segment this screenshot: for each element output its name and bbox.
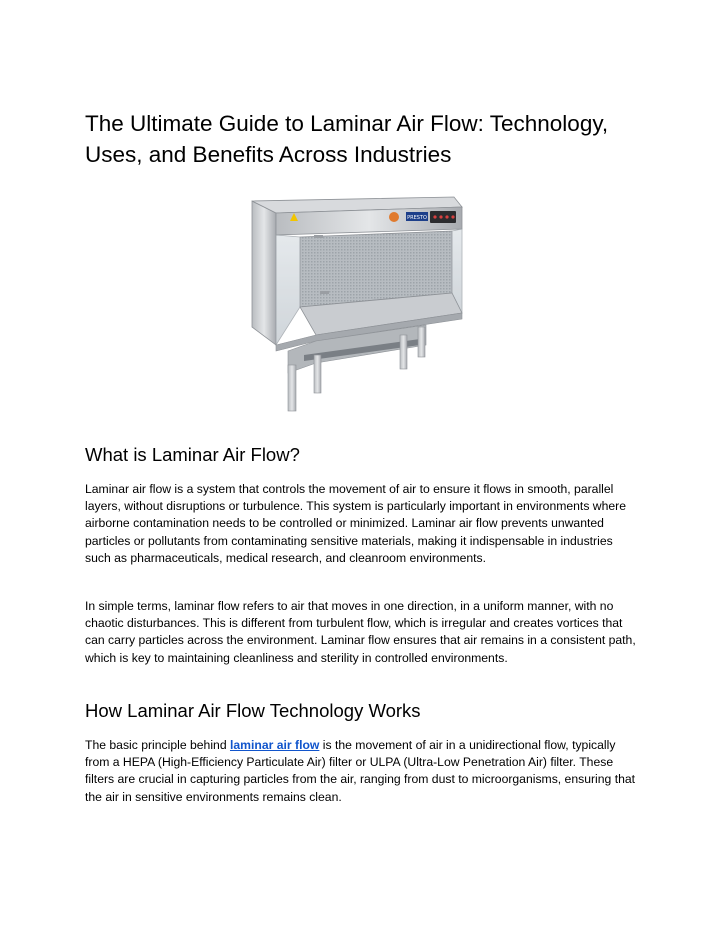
section-heading-what-is: What is Laminar Air Flow? bbox=[85, 444, 300, 465]
paragraph-simple-terms: In simple terms, laminar flow refers to air that moves in one direction, in a uniform manner, with no chaotic disturbances. This is different from turbulent flow, which is irregular and creates vortices that can carry particles across the environment. Laminar flow ensures that air remains in a consistent path, which is key to maintaining cleanliness and sterility in controlled environments. bbox=[85, 599, 636, 665]
cabinet-logo: PRESTO bbox=[407, 215, 427, 221]
paragraph-text-before-link: The basic principle behind bbox=[85, 738, 230, 752]
page-title: The Ultimate Guide to Laminar Air Flow: Technology, Uses, and Benefits Across Industries bbox=[85, 111, 609, 167]
cabinet-illustration bbox=[248, 195, 466, 417]
laminar-flow-cabinet-image bbox=[248, 195, 466, 417]
section-heading-how-it-works: How Laminar Air Flow Technology Works bbox=[85, 700, 421, 721]
paragraph-definition: Laminar air flow is a system that controls the movement of air to ensure it flows in smooth, parallel layers, without disruptions or turbulence. This system is particularly important in environments where airborne contamination needs to be controlled or minimized. Laminar air flow prevents unwanted particles or pollutants from contaminating sensitive materials, making it indispensable in industries such as pharmaceuticals, medical research, and cleanroom environments. bbox=[85, 482, 626, 565]
laminar-air-flow-link[interactable]: laminar air flow bbox=[229, 738, 320, 752]
paragraph-text-after-link: is the movement of air in a unidirectional flow, typically from a HEPA (High-Efficiency Particulate Air) filter or ULPA (Ultra-Low Penetration Air) filter. These filters are crucial in capturing particles from the air, ranging from dust to microorganisms, ensuring that the air in sensitive environments remains clean. bbox=[85, 738, 636, 804]
paragraph-basic-principle bbox=[85, 737, 640, 806]
